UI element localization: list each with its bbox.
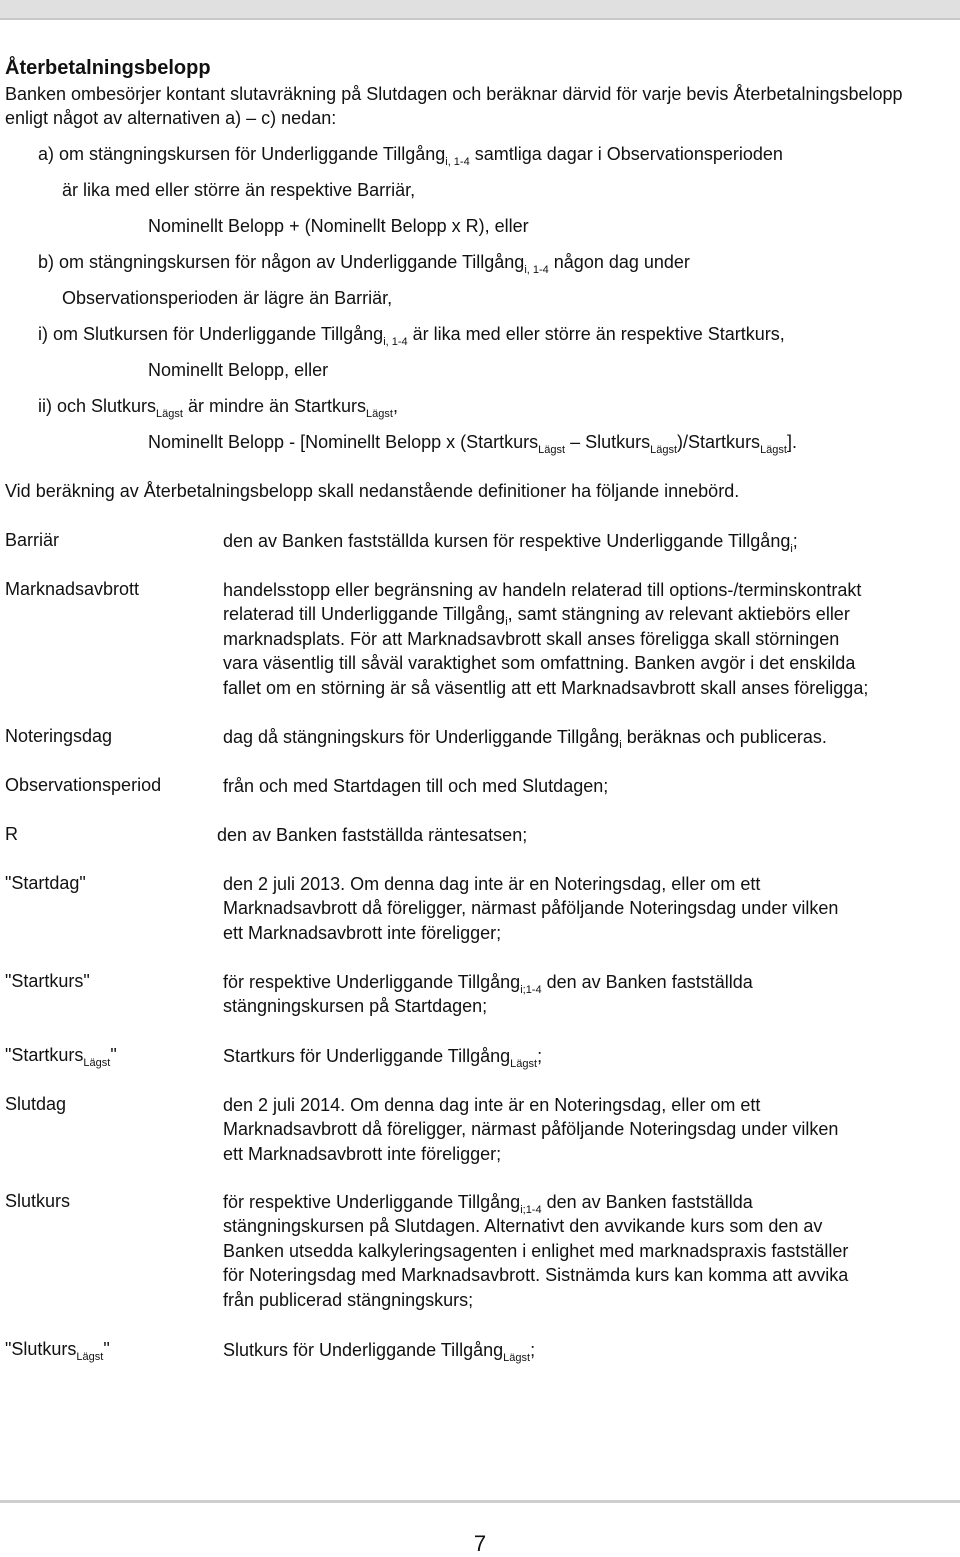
definition-slutdag: den 2 juli 2014. Om denna dag inte är en Noteringsdag, eller om ett Marknadsavbrott då föreligger, närmast påföljande Noteringsdag under vilken ett Marknadsavbrott inte föreligger; [223, 1095, 839, 1164]
term-barriar: Barriär [5, 530, 60, 550]
definition-startdag: den 2 juli 2013. Om denna dag inte är en Noteringsdag, eller om ett Marknadsavbrott då föreligger, närmast påföljande Noteringsdag under vilken ett Marknadsavbrott inte föreligger; [223, 874, 839, 943]
term-startkurs-lagst: "Startkurs$_{Lägst}$" [5, 1045, 117, 1069]
term-observationsperiod: Observationsperiod [5, 775, 162, 795]
term-slutkurs: Slutkurs [5, 1191, 71, 1211]
page-number: 7 [473, 1531, 487, 1556]
alternative-a-line-1: a) om stängningskursen för Underliggande Tillgång$_{i, 1-4}$ samtliga dagar i Observationsperioden [38, 144, 783, 168]
case-ii-line-1: ii) och Slutkurs$_{Lägst}$ är mindre än Startkurs$_{Lägst}$, [38, 396, 398, 420]
case-i-line-1: i) om Slutkursen för Underliggande Tillgång$_{i, 1-4}$ är lika med eller större än respektive Startkurs, [38, 324, 785, 348]
footer-rule [0, 1500, 960, 1503]
definition-marknadsavbrott: handelsstopp eller begränsning av handeln relaterad till options-/terminskontrakt relaterad till Underliggande Tillgång$_i$, samt stängning av relevant aktiebörs eller marknadsplats. För att Marknadsavbrott skall anses föreligga skall störningen vara väsentlig till såväl varaktighet som omfattning. Banken avgör i det enskilda fallet om en störning är så väsentlig att ett Marknadsavbrott skall anses föreligga; [223, 580, 869, 698]
term-noteringsdag: Noteringsdag [5, 726, 113, 746]
term-r: R [5, 824, 18, 844]
intro-line-2: enligt något av alternativen a) – c) nedan: [5, 108, 337, 128]
case-i-formula: Nominellt Belopp, eller [148, 360, 329, 380]
top-bar [0, 0, 960, 20]
definition-startkurs: för respektive Underliggande Tillgång$_{i;1-4}$ den av Banken fastställda stängningskursen på Startdagen; [223, 972, 753, 1017]
definition-noteringsdag: dag då stängningskurs för Underliggande Tillgång$_i$ beräknas och publiceras. [223, 727, 827, 751]
case-ii-formula: Nominellt Belopp - [Nominellt Belopp x (Startkurs$_{Lägst}$ – Slutkurs$_{Lägst}$)/Startkurs$_{Lägst}$]. [148, 432, 797, 456]
term-marknadsavbrott: Marknadsavbrott [5, 579, 140, 599]
term-slutkurs-lagst: "Slutkurs$_{Lägst}$" [5, 1339, 110, 1363]
alternative-b-line-1: b) om stängningskursen för någon av Underliggande Tillgång$_{i, 1-4}$ någon dag under [38, 252, 690, 276]
definition-startkurs-lagst: Startkurs för Underliggande Tillgång$_{Lägst}$; [223, 1046, 543, 1070]
section-title: Återbetalningsbelopp [5, 57, 211, 79]
definition-slutkurs-lagst: Slutkurs för Underliggande Tillgång$_{Lägst}$; [223, 1340, 536, 1364]
definition-observationsperiod: från och med Startdagen till och med Slutdagen; [223, 776, 609, 796]
definition-slutkurs: för respektive Underliggande Tillgång$_{i;1-4}$ den av Banken fastställda stängningskursen på Slutdagen. Alternativt den avvikande kurs som den av Banken utsedda kalkyleringsagenten i enlighet med marknadspraxis fastställer för Noteringsdag med Marknadsavbrott. Sistnämda kurs kan komma att avvika från publicerad stängningskurs; [223, 1192, 849, 1310]
alternative-b-line-2: Observationsperioden är lägre än Barriär, [62, 288, 393, 308]
term-slutdag: Slutdag [5, 1094, 67, 1114]
definition-r: den av Banken fastställda räntesatsen; [217, 825, 528, 845]
definitions-intro: Vid beräkning av Återbetalningsbelopp skall nedanstående definitioner ha följande innebörd. [5, 481, 740, 501]
alternative-a-formula: Nominellt Belopp + (Nominellt Belopp x R), eller [148, 216, 529, 236]
definition-barriar: den av Banken fastställda kursen för respektive Underliggande Tillgång$_i$; [223, 531, 798, 555]
alternative-a-line-2: är lika med eller större än respektive Barriär, [62, 180, 416, 200]
intro-line-1: Banken ombesörjer kontant slutavräkning på Slutdagen och beräknar därvid för varje bevis Återbetalningsbelopp [5, 84, 903, 104]
term-startkurs: "Startkurs" [5, 971, 90, 991]
term-startdag: "Startdag" [5, 873, 86, 893]
